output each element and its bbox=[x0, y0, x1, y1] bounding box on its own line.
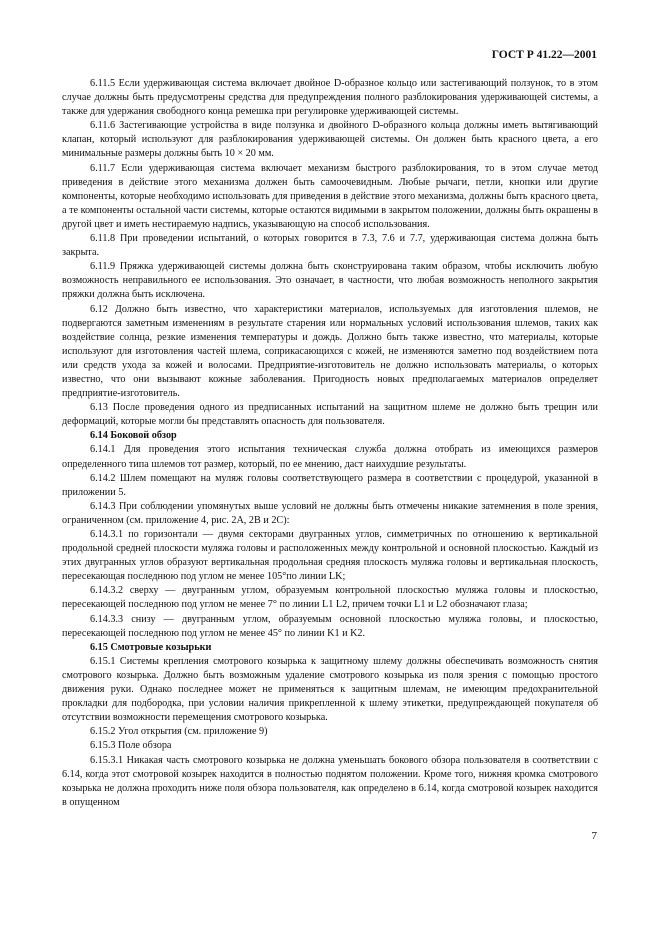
paragraph-6-11-9: 6.11.9 Пряжка удерживающей системы должна быть сконструирована таким образом, чтобы исключить любую возможность неправильного ее использования. Это означает, в частности, что любая возможность неполного закрытия пряжки должна быть исключена. bbox=[62, 261, 598, 301]
paragraph-6-14-3-2: 6.14.3.2 сверху — двугранным углом, образуемым контрольной плоскостью муляжа головы и плоскостью, пересекающей последнюю под углом не менее 7° по линии L1 L2, причем точки L1 и L2 обозначают глаза; bbox=[62, 585, 598, 611]
document-body bbox=[62, 77, 598, 810]
paragraph-6-15-3: 6.15.3 Поле обзора bbox=[90, 740, 172, 752]
paragraph-6-11-6: 6.11.6 Застегивающие устройства в виде ползунка и двойного D-образного кольца должны иметь вытягивающий клапан, который используют для разблокирования удерживающей системы. Он должен быть красного цвета, а его минимальные размеры должны быть 10 × 20 мм. bbox=[62, 120, 598, 160]
paragraph-6-15-3-1: 6.15.3.1 Никакая часть смотрового козырька не должна уменьшать бокового обзора пользователя в соответствии с 6.14, когда этот смотровой козырек находится в полностью поднятом положении. Кроме того, нижняя кромка смотрового козырька не должна проходить ниже поля обзора пользователя, как определено в 6.14, когда смотровой козырек находится в опущенном bbox=[62, 754, 598, 808]
paragraph-6-14-3: 6.14.3 При соблюдении упомянутых выше условий не должны быть отмечены никакие затемнения в поле зрения, ограниченном (см. приложение 4, рис. 2А, 2В и 2С): bbox=[62, 500, 598, 526]
document-code: ГОСТ Р 41.22—2001 bbox=[491, 49, 597, 61]
paragraph-6-14-1: 6.14.1 Для проведения этого испытания техническая служба должна отобрать из имеющихся размеров определенного типа шлемов тот размер, который, по ее мнению, даст наихудшие результаты. bbox=[62, 444, 598, 470]
paragraph-6-12: 6.12 Должно быть известно, что характеристики материалов, используемых для изготовления шлемов, не подвергаются заметным изменениям в результате старения или нормальных условий использования шлемов, таких как воздействие солнца, резкие изменения температуры и дождь. Должно быть также известно, что материалы, которые используют для изготовления частей шлема, соприкасающихся с кожей, не изменяются заметно под воздействием пота или средств ухода за кожей и волосами. Предприятие-изготовитель не должно использовать материалы, о которых известно, что они вызывают кожные заболевания. Пригодность новых предполагаемых материалов определяет предприятие-изготовитель. bbox=[62, 303, 598, 400]
page-number: 7 bbox=[591, 830, 597, 842]
paragraph-6-15-1: 6.15.1 Системы крепления смотрового козырька к защитному шлему должны обеспечивать возможность снятия смотрового козырька. Должно быть возможным удаление смотрового козырька из поля зрения с помощью простого движения руки. Однако последнее может не применяться к защитным шлемам, не имеющим предохранительной прокладки для подбородка, при условии наличия прикрепленной к шлему этикетки, предупреждающей покупателя об отсутствии возможности перемещения смотрового козырька. bbox=[62, 655, 598, 724]
paragraph-6-11-8: 6.11.8 При проведении испытаний, о которых говорится в 7.3, 7.6 и 7.7, удерживающая система должна быть закрыта. bbox=[62, 233, 598, 259]
section-heading-6-15: 6.15 Смотровые козырьки bbox=[90, 641, 212, 653]
paragraph-6-14-3-1: 6.14.3.1 по горизонтали — двумя секторами двугранных углов, симметричных по отношению к вертикальной продольной средней плоскости муляжа головы и расположенных между контрольной и основной плоскостью. Каждый из этих двугранных углов образуют вертикальная продольная средняя плоскость муляжа головы и вертикальная плоскость, пересекающая последнюю под углом не менее 105°по линии LK; bbox=[62, 529, 598, 583]
paragraph-6-14-3-3: 6.14.3.3 снизу — двугранным углом, образуемым основной плоскостью муляжа головы, и плоскостью, пересекающей последнюю под углом не менее 45° по линии K1 и K2. bbox=[62, 613, 598, 639]
paragraph-6-13: 6.13 После проведения одного из предписанных испытаний на защитном шлеме не должно быть трещин или деформаций, которые могли бы представлять опасность для пользователя. bbox=[62, 402, 598, 428]
paragraph-6-15-2: 6.15.2 Угол открытия (см. приложение 9) bbox=[90, 726, 268, 738]
paragraph-6-14-2: 6.14.2 Шлем помещают на муляж головы соответствующего размера в соответствии с процедурой, указанной в приложении 5. bbox=[62, 472, 598, 498]
section-heading-6-14: 6.14 Боковой обзор bbox=[90, 430, 177, 442]
paragraph-6-11-5: 6.11.5 Если удерживающая система включает двойное D-образное кольцо или застегивающий ползунок, то в этом случае должны быть предусмотрены средства для предупреждения полного разблокирования удерживающей системы, а также для удержания свободного конца ремешка при регулировке удерживающей системы. bbox=[62, 78, 598, 118]
paragraph-6-11-7: 6.11.7 Если удерживающая система включает механизм быстрого разблокирования, то в этом случае метод приведения в действие этого механизма должен быть самоочевидным. Любые рычаги, петли, кнопки или другие компоненты, которые необходимо использовать для приведения в действие этого механизма, должны быть красного цвета, а те компоненты остальной части системы, которые остаются видимыми в закрытом положении, должны быть окрашены в другой цвет и иметь нестираемую надпись, указывающую на способ использования. bbox=[62, 162, 598, 230]
